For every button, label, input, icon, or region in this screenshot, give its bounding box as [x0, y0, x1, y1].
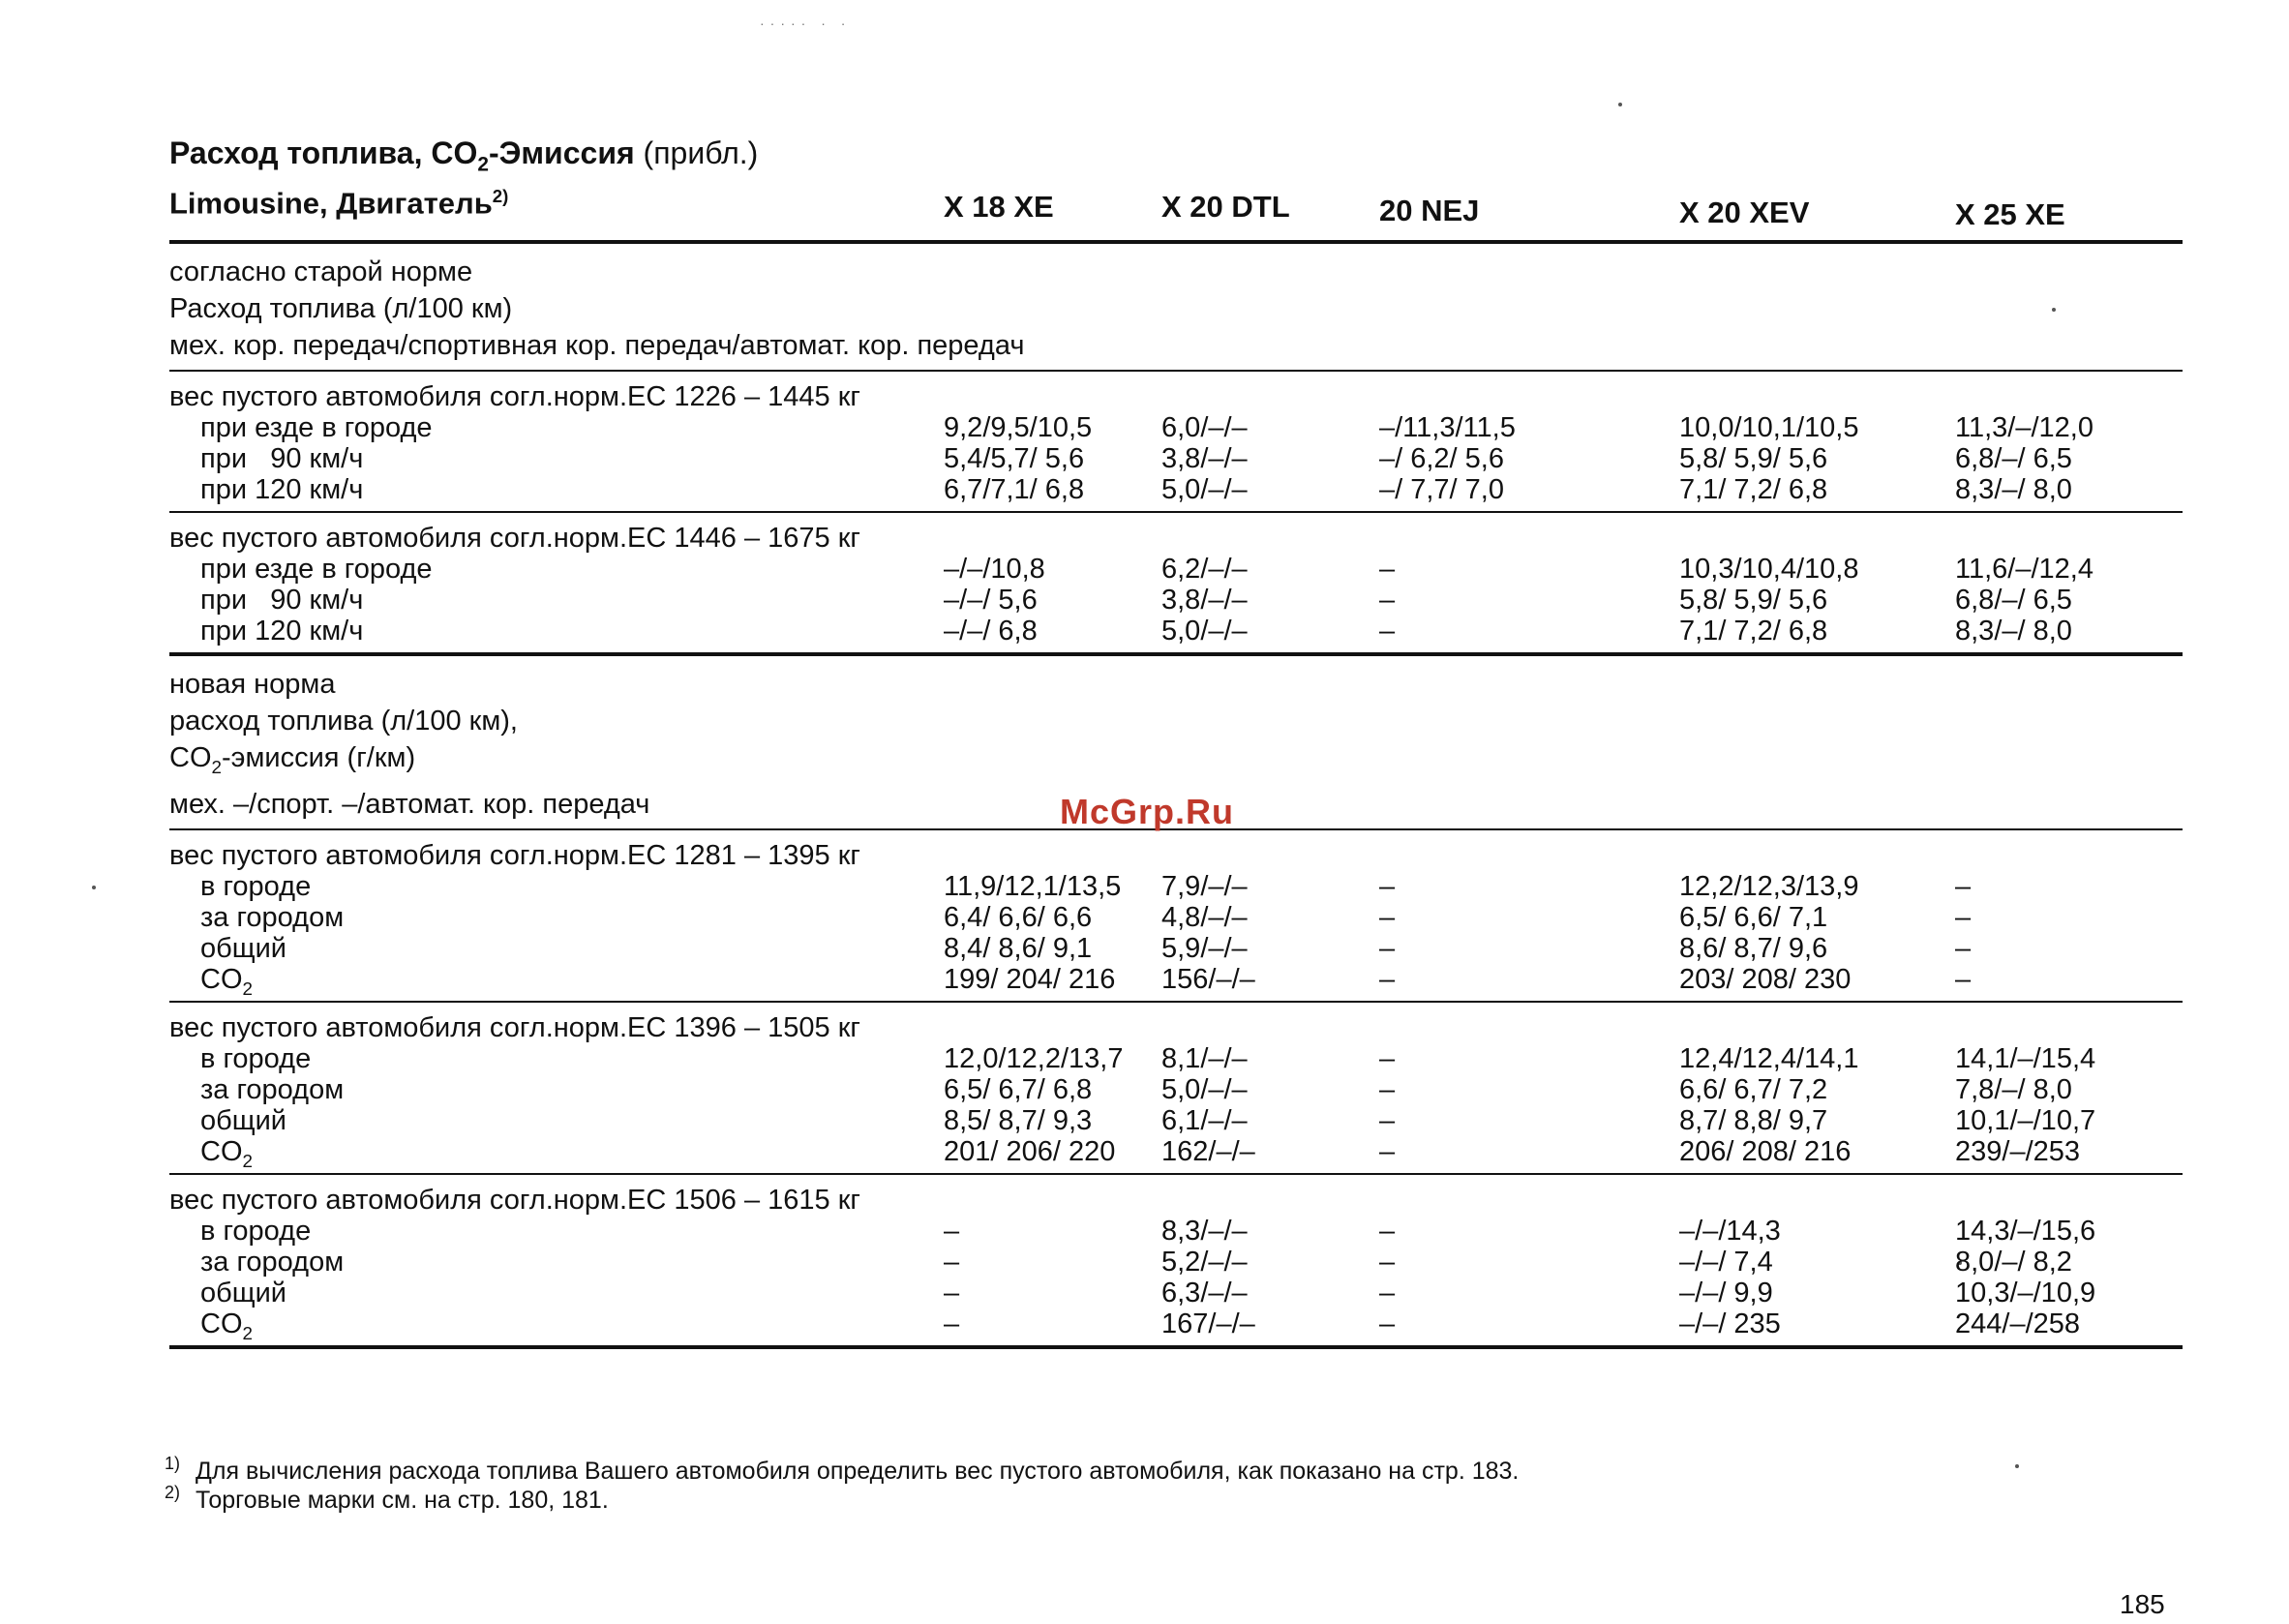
table-row — [169, 1247, 2183, 1278]
table-cell: 5,0/–/– — [1161, 1074, 1248, 1106]
table-row — [169, 1308, 2183, 1343]
title-text-rest: -Эмиссия — [488, 135, 635, 170]
table-cell: 5,4/5,7/ 5,6 — [944, 443, 1085, 475]
old-norm-description: согласно старой норме Расход топлива (л/100 км) мех. кор. передач/спортивная кор. передач/автомат. кор. передач — [169, 256, 1025, 362]
footnote-1: 1) Для вычисления расхода топлива Вашего автомобиля определить вес пустого автомобиля, как показано на стр. 183. — [165, 1454, 1520, 1485]
table-row — [169, 1216, 2183, 1247]
table-cell: –/–/ 6,8 — [944, 616, 1038, 647]
table-row — [169, 964, 2183, 999]
column-header-x25xe: X 25 XE — [1955, 197, 2065, 232]
table-cell: 3,8/–/– — [1161, 443, 1248, 475]
section-divider — [169, 370, 2183, 372]
watermark-text: McGrp.Ru — [1060, 792, 1235, 831]
table-cell: – — [1379, 1043, 1396, 1075]
table-cell: 8,3/–/ 8,0 — [1955, 474, 2072, 506]
table-cell: 8,3/–/ 8,0 — [1955, 616, 2072, 647]
weight-group-title: вес пустого автомобиля согл.норм.EC 1226 – 1445 кг — [169, 381, 860, 413]
table-cell: 10,3/–/10,9 — [1955, 1278, 2096, 1309]
table-cell: – — [1379, 1308, 1396, 1340]
table-cell: – — [1379, 1105, 1396, 1137]
table-cell: 244/–/258 — [1955, 1308, 2081, 1340]
table-cell: 5,8/ 5,9/ 5,6 — [1679, 585, 1828, 617]
table-cell: – — [1379, 1074, 1396, 1106]
table-cell: –/–/ 5,6 — [944, 585, 1038, 617]
table-cell: – — [1955, 871, 1972, 903]
page-number: 185 — [2120, 1589, 2165, 1619]
table-cell: 14,3/–/15,6 — [1955, 1216, 2096, 1248]
table-cell: 239/–/253 — [1955, 1136, 2081, 1168]
table-cell: – — [944, 1247, 960, 1278]
table-cell: – — [944, 1216, 960, 1248]
table-cell: –/–/10,8 — [944, 554, 1045, 586]
table-cell: – — [1379, 933, 1396, 965]
table-cell: 5,0/–/– — [1161, 474, 1248, 506]
table-cell: 7,8/–/ 8,0 — [1955, 1074, 2072, 1106]
weight-group-title: вес пустого автомобиля согл.норм.EC 1396 – 1505 кг — [169, 1012, 860, 1044]
table-cell: – — [1379, 1136, 1396, 1168]
table-cell: 167/–/– — [1161, 1308, 1255, 1340]
table-cell: 6,8/–/ 6,5 — [1955, 585, 2072, 617]
table-cell: 11,3/–/12,0 — [1955, 412, 2093, 444]
table-cell: –/–/ 9,9 — [1679, 1278, 1773, 1309]
table-row — [169, 412, 2183, 443]
table-cell: 8,0/–/ 8,2 — [1955, 1247, 2072, 1278]
table-cell: 12,4/12,4/14,1 — [1679, 1043, 1859, 1075]
table-row — [169, 902, 2183, 933]
table-cell: 9,2/9,5/10,5 — [944, 412, 1093, 444]
table-cell: – — [944, 1278, 960, 1309]
row-label: при 90 км/ч — [200, 585, 364, 617]
table-cell: –/–/ 235 — [1679, 1308, 1781, 1340]
row-label: $CO_2$ — [200, 1308, 253, 1343]
table-row — [169, 1136, 2183, 1171]
footnote-2: 2) Торговые марки см. на стр. 180, 181. — [165, 1483, 609, 1514]
table-cell: 6,5/ 6,6/ 7,1 — [1679, 902, 1828, 934]
row-label: за городом — [200, 1074, 345, 1106]
table-cell: –/–/14,3 — [1679, 1216, 1781, 1248]
table-cell: 8,4/ 8,6/ 9,1 — [944, 933, 1093, 965]
group-divider — [169, 1345, 2183, 1349]
row-label: в городе — [200, 871, 312, 903]
table-cell: – — [1955, 933, 1972, 965]
table-cell: 6,3/–/– — [1161, 1278, 1248, 1309]
column-header-x20xev: X 20 XEV — [1679, 195, 1810, 230]
table-cell: 6,6/ 6,7/ 7,2 — [1679, 1074, 1828, 1106]
group-divider — [169, 1001, 2183, 1003]
row-label: при 90 км/ч — [200, 443, 364, 475]
row-label: общий — [200, 933, 286, 965]
column-header-x20dtl: X 20 DTL — [1161, 190, 1290, 225]
table-cell: 6,2/–/– — [1161, 554, 1248, 586]
table-cell: 203/ 208/ 230 — [1679, 964, 1852, 996]
scan-speck — [2015, 1464, 2019, 1468]
table-row — [169, 1074, 2183, 1105]
footnotes — [165, 1454, 1520, 1515]
new-norm-groups — [169, 840, 2183, 1349]
table-cell: 7,1/ 7,2/ 6,8 — [1679, 474, 1828, 506]
table-cell: 8,1/–/– — [1161, 1043, 1248, 1075]
weight-group-title: вес пустого автомобиля согл.норм.EC 1506 – 1615 кг — [169, 1185, 860, 1217]
scan-artifact: ····· · · — [760, 15, 852, 31]
table-cell: 201/ 206/ 220 — [944, 1136, 1116, 1168]
table-cell: 156/–/– — [1161, 964, 1255, 996]
table-cell: 7,9/–/– — [1161, 871, 1248, 903]
table-cell: – — [1379, 1216, 1396, 1248]
row-label: при 120 км/ч — [200, 474, 364, 506]
table-row — [169, 1043, 2183, 1074]
table-cell: –/ 7,7/ 7,0 — [1379, 474, 1504, 506]
table-cell: 6,7/7,1/ 6,8 — [944, 474, 1085, 506]
title-text: Расход топлива, CO — [169, 135, 478, 170]
table-cell: 5,8/ 5,9/ 5,6 — [1679, 443, 1828, 475]
table-row — [169, 1105, 2183, 1136]
table-cell: 6,0/–/– — [1161, 412, 1248, 444]
table-cell: – — [1955, 902, 1972, 934]
table-cell: 8,7/ 8,8/ 9,7 — [1679, 1105, 1828, 1137]
table-cell: 6,1/–/– — [1161, 1105, 1248, 1137]
row-label: общий — [200, 1105, 286, 1137]
table-title — [169, 135, 2183, 176]
row-label: при езде в городе — [200, 412, 433, 444]
scan-speck — [92, 886, 96, 889]
table-cell: 8,5/ 8,7/ 9,3 — [944, 1105, 1093, 1137]
table-cell: – — [1379, 902, 1396, 934]
column-header-row — [169, 176, 2183, 234]
table-cell: 12,0/12,2/13,7 — [944, 1043, 1124, 1075]
weight-group-title: вес пустого автомобиля согл.норм.EC 1281 – 1395 кг — [169, 840, 860, 872]
row-label: $CO_2$ — [200, 964, 253, 999]
table-cell: –/11,3/11,5 — [1379, 412, 1516, 444]
table-cell: 4,8/–/– — [1161, 902, 1248, 934]
old-norm-groups — [169, 381, 2183, 656]
row-header-label: Limousine, Двигатель$^{2)}$ — [169, 186, 509, 221]
table-cell: – — [1379, 585, 1396, 617]
row-label: в городе — [200, 1043, 312, 1075]
table-cell: 5,9/–/– — [1161, 933, 1248, 965]
table-cell: – — [1379, 1247, 1396, 1278]
table-cell: –/–/ 7,4 — [1679, 1247, 1773, 1278]
table-row — [169, 554, 2183, 585]
table-cell: 6,8/–/ 6,5 — [1955, 443, 2072, 475]
row-label: за городом — [200, 1247, 345, 1278]
table-row — [169, 616, 2183, 647]
group-divider — [169, 1173, 2183, 1175]
row-label: общий — [200, 1278, 286, 1309]
table-cell: – — [1379, 1278, 1396, 1309]
table-cell: 8,3/–/– — [1161, 1216, 1248, 1248]
weight-group-title: вес пустого автомобиля согл.норм.EC 1446 – 1675 кг — [169, 523, 860, 555]
table-row — [169, 1278, 2183, 1308]
table-row — [169, 443, 2183, 474]
table-row — [169, 474, 2183, 505]
new-norm-description: новая норма расход топлива (л/100 км), $CO_2$-эмиссия (г/км) мех. –/спорт. –/автомат. кор. передач — [169, 669, 650, 821]
header-divider — [169, 240, 2183, 244]
table-cell: – — [1379, 964, 1396, 996]
table-cell: 8,6/ 8,7/ 9,6 — [1679, 933, 1828, 965]
table-cell: –/ 6,2/ 5,6 — [1379, 443, 1504, 475]
table-cell: 3,8/–/– — [1161, 585, 1248, 617]
row-label: за городом — [200, 902, 345, 934]
title-subscript: 2 — [477, 153, 489, 176]
table-cell: 6,4/ 6,6/ 6,6 — [944, 902, 1093, 934]
table-cell: 6,5/ 6,7/ 6,8 — [944, 1074, 1093, 1106]
fuel-consumption-table — [169, 135, 2183, 1359]
table-cell: 10,3/10,4/10,8 — [1679, 554, 1859, 586]
table-cell: – — [944, 1308, 960, 1340]
row-label: в городе — [200, 1216, 312, 1248]
table-cell: 7,1/ 7,2/ 6,8 — [1679, 616, 1828, 647]
table-cell: 162/–/– — [1161, 1136, 1255, 1168]
table-cell: 5,2/–/– — [1161, 1247, 1248, 1278]
table-cell: 10,1/–/10,7 — [1955, 1105, 2096, 1137]
table-cell: 10,0/10,1/10,5 — [1679, 412, 1859, 444]
row-label: $CO_2$ — [200, 1136, 253, 1171]
table-row — [169, 871, 2183, 902]
column-header-20nej: 20 NEJ — [1379, 194, 1480, 228]
table-cell: 11,9/12,1/13,5 — [944, 871, 1122, 903]
table-cell: – — [1379, 554, 1396, 586]
table-cell: 11,6/–/12,4 — [1955, 554, 2093, 586]
table-cell: 12,2/12,3/13,9 — [1679, 871, 1859, 903]
table-cell: 5,0/–/– — [1161, 616, 1248, 647]
table-cell: 206/ 208/ 216 — [1679, 1136, 1852, 1168]
group-divider — [169, 652, 2183, 656]
table-cell: 14,1/–/15,4 — [1955, 1043, 2096, 1075]
group-divider — [169, 511, 2183, 513]
row-label: при 120 км/ч — [200, 616, 364, 647]
row-label: при езде в городе — [200, 554, 433, 586]
table-row — [169, 933, 2183, 964]
title-suffix: (прибл.) — [643, 135, 759, 170]
table-cell: – — [1379, 871, 1396, 903]
table-cell: – — [1379, 616, 1396, 647]
column-header-x18xe: X 18 XE — [944, 190, 1054, 225]
table-row — [169, 585, 2183, 616]
table-cell: – — [1955, 964, 1972, 996]
scan-speck — [1618, 103, 1622, 106]
table-cell: 199/ 204/ 216 — [944, 964, 1116, 996]
